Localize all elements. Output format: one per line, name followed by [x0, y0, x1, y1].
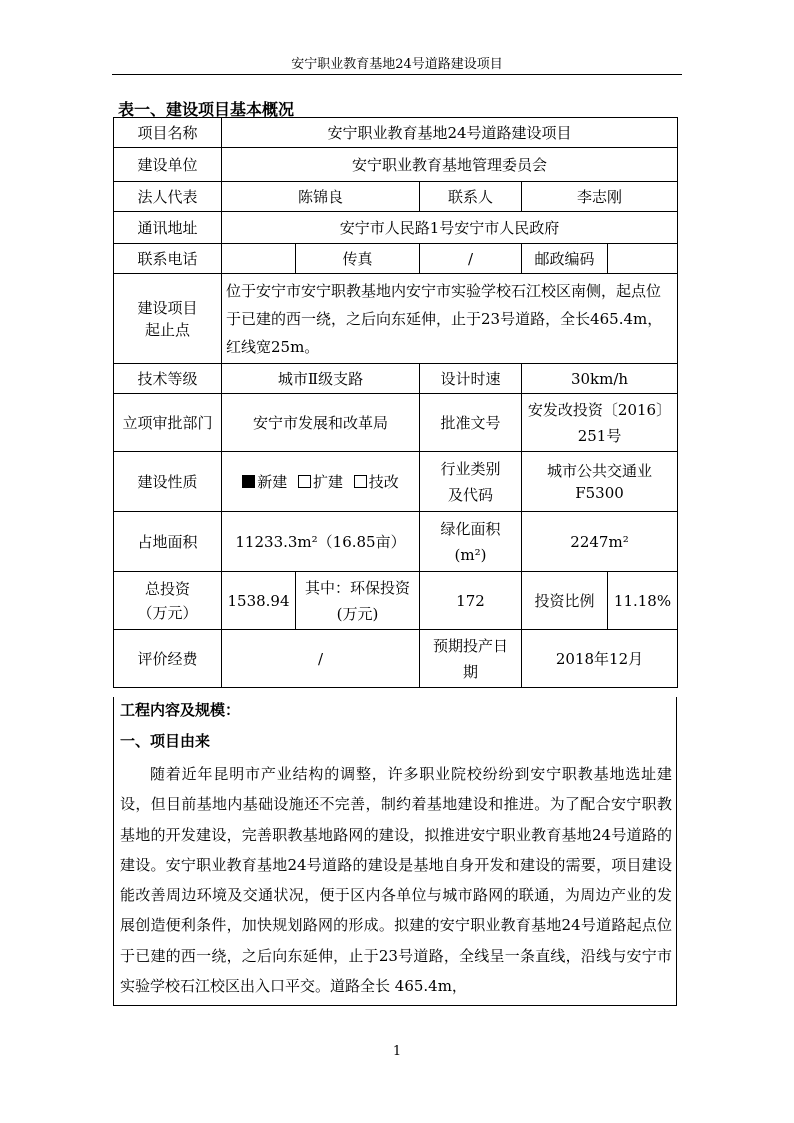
content-title: 工程内容及规模： [120, 701, 241, 719]
green-label [420, 512, 522, 572]
section-title: 表一、建设项目基本概况 [118, 100, 295, 119]
table-row [114, 452, 678, 512]
nature-options [222, 452, 420, 512]
invest-label-line1: 总投资 [144, 579, 190, 598]
invest-label [114, 572, 222, 630]
eval-fee-label: 评价经费 [114, 630, 222, 688]
green-value: 2247m² [522, 512, 678, 572]
range-value: 位于安宁市安宁职教基地内安宁市实验学校石江校区南侧，起点位于已建的西一绕，之后向东延伸，止于23号道路，全长465.4m，红线宽25m。 [222, 274, 678, 364]
content-subtitle: 一、项目由来 [120, 732, 211, 750]
speed-value: 30km/h [522, 364, 678, 394]
table-row [114, 630, 678, 688]
industry-value-line1: 城市公共交通业 [547, 461, 653, 480]
operation-value: 2018年12月 [522, 630, 678, 688]
env-invest-value: 172 [420, 572, 522, 630]
header-divider [112, 74, 682, 75]
project-content-section [113, 697, 677, 1006]
industry-value-line2: F5300 [575, 483, 624, 502]
grade-label: 技术等级 [114, 364, 222, 394]
env-invest-label-line2: (万元) [336, 604, 379, 623]
fax-value: / [420, 244, 522, 274]
green-label-line2: (m²) [454, 545, 487, 564]
expand-checkbox [298, 475, 311, 488]
table-row [114, 512, 678, 572]
approval-dept-value: 安宁市发展和改革局 [222, 394, 420, 452]
phone-label: 联系电话 [114, 244, 222, 274]
operation-label [420, 630, 522, 688]
approval-no-line2: 251号 [577, 426, 622, 445]
table-row [114, 394, 678, 452]
address-label: 通讯地址 [114, 212, 222, 244]
table-row [114, 182, 678, 212]
legal-rep-value: 陈锦良 [222, 182, 420, 212]
eval-fee-value: / [222, 630, 420, 688]
green-label-line1: 绿化面积 [440, 519, 501, 538]
env-invest-label-line1: 其中：环保投资 [304, 578, 410, 597]
table-row [114, 148, 678, 182]
speed-label: 设计时速 [420, 364, 522, 394]
project-name-value: 安宁职业教育基地24号道路建设项目 [222, 118, 678, 148]
range-label-line1: 建设项目 [137, 298, 198, 317]
postcode-label: 邮政编码 [522, 244, 608, 274]
table-row [114, 274, 678, 364]
page-number: 1 [392, 1044, 402, 1059]
tech-option-label: 技改 [368, 472, 399, 491]
builder-label: 建设单位 [114, 148, 222, 182]
contact-value: 李志刚 [522, 182, 678, 212]
env-invest-label [296, 572, 420, 630]
industry-label-line1: 行业类别 [440, 459, 501, 478]
content-paragraph: 随着近年昆明市产业结构的调整，许多职业院校纷纷到安宁职教基地选址建设，但目前基地内基础设施还不完善，制约着基地建设和推进。为了配合安宁职教基地的开发建设，完善职教基地路网的建设，拟推进安宁职业教育基地24号道路的建设。安宁职业教育基地24号道路的建设是基地自身开发和建设的需要，项目建设能改善周边环境及交通状况，便于区内各单位与城市路网的联通，为周边产业的发展创造便利条件，加快规划路网的形成。拟建的安宁职业教育基地24号道路起点位于已建的西一绕，之后向东延伸，止于23号道路，全线呈一条直线，沿线与安宁市实验学校石江校区出入口平交。道路全长 465.4m， [120, 765, 672, 996]
fax-label: 传真 [296, 244, 420, 274]
address-value: 安宁市人民路1号安宁市人民政府 [222, 212, 678, 244]
new-checkbox [242, 475, 255, 488]
contact-label: 联系人 [420, 182, 522, 212]
approval-dept-label: 立项审批部门 [114, 394, 222, 452]
tech-checkbox [354, 475, 367, 488]
industry-value [522, 452, 678, 512]
range-label [114, 274, 222, 364]
project-overview-table [113, 117, 678, 688]
expand-option-label: 扩建 [312, 472, 343, 491]
operation-label-line1: 预期投产日 [432, 636, 508, 655]
industry-label [420, 452, 522, 512]
project-name-label: 项目名称 [114, 118, 222, 148]
area-value: 11233.3m²（16.85亩） [222, 512, 420, 572]
new-option-label: 新建 [257, 472, 288, 491]
page-header: 安宁职业教育基地24号道路建设项目 [291, 57, 503, 72]
industry-label-line2: 及代码 [447, 485, 493, 504]
nature-label: 建设性质 [114, 452, 222, 512]
invest-label-line2: （万元） [137, 603, 198, 622]
invest-value: 1538.94 [222, 572, 296, 630]
table-row [114, 118, 678, 148]
approval-no-value [522, 394, 678, 452]
phone-value [222, 244, 296, 274]
ratio-value: 11.18% [608, 572, 678, 630]
table-row [114, 244, 678, 274]
builder-value: 安宁职业教育基地管理委员会 [222, 148, 678, 182]
range-label-line2: 起止点 [144, 320, 190, 339]
postcode-value [608, 244, 678, 274]
area-label: 占地面积 [114, 512, 222, 572]
operation-label-line2: 期 [462, 662, 478, 681]
approval-no-line1: 安发改投资〔2016〕 [527, 400, 672, 419]
table-row [114, 572, 678, 630]
ratio-label: 投资比例 [522, 572, 608, 630]
grade-value: 城市Ⅱ级支路 [222, 364, 420, 394]
legal-rep-label: 法人代表 [114, 182, 222, 212]
approval-no-label: 批准文号 [420, 394, 522, 452]
table-row [114, 364, 678, 394]
table-row [114, 212, 678, 244]
